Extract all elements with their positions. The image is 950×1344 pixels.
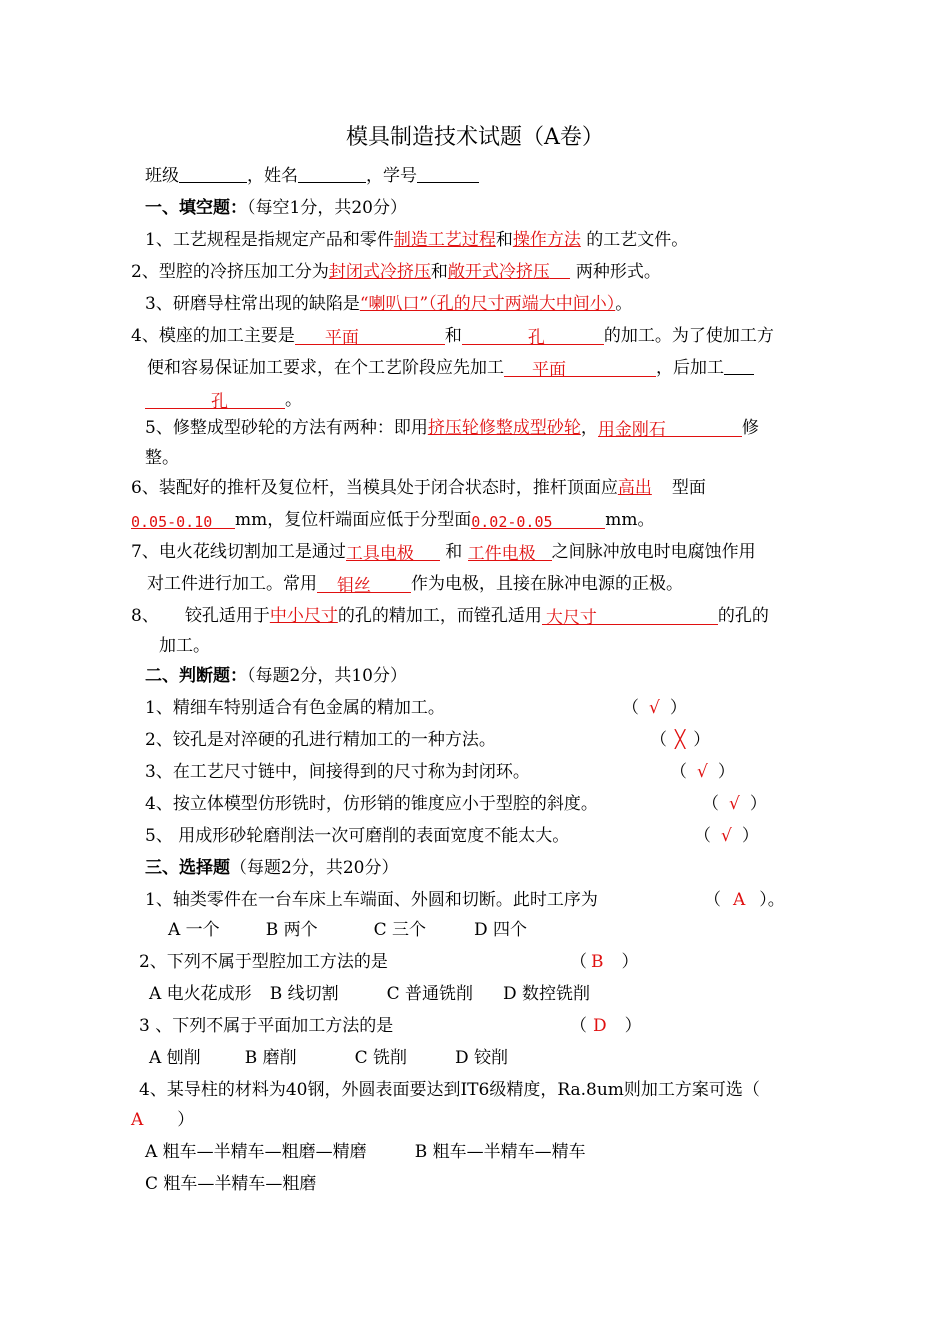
answer: 中小尺寸 bbox=[269, 606, 338, 626]
class-blank bbox=[179, 166, 247, 183]
choice-options-4: A 粗车—半精车—粗磨—精磨 B 粗车—半精车—精车 bbox=[145, 1142, 586, 1162]
judge-answer-5: （ √ ） bbox=[694, 826, 759, 846]
answer: 高出 bbox=[617, 478, 652, 498]
judge-question-1: 1、精细车特别适合有色金属的精加工。 bbox=[145, 698, 445, 718]
answer: 钼丝 bbox=[337, 576, 371, 596]
choice-answer-3: （ D ） bbox=[570, 1016, 642, 1036]
section-2-heading: 二、判断题：（每题2分，共10分） bbox=[145, 666, 407, 686]
fill-question-7: 7、电火花线切割加工是通过工具电极 和 工件电极 之间脉冲放电时电腐蚀作用 bbox=[131, 542, 756, 564]
choice-answer-4: A ） bbox=[131, 1110, 195, 1130]
answer: 孔 bbox=[211, 392, 228, 412]
judge-answer-4: （ √ ） bbox=[702, 794, 767, 814]
fill-question-1: 1、工艺规程是指规定产品和零件制造工艺过程和操作方法 的工艺文件。 bbox=[145, 230, 689, 250]
choice-options-2: A 电火花成形 B 线切割 C 普通铣削 D 数控铣削 bbox=[149, 984, 591, 1004]
choice-answer-1: （ A ）。 bbox=[704, 890, 785, 910]
page-title: 模具制造技术试题（A卷） bbox=[346, 125, 604, 150]
fill-question-7-line-2: 对工件进行加工。常用 钼丝 作为电极，且接在脉冲电源的正极。 bbox=[147, 574, 683, 596]
fill-question-2: 2、型腔的冷挤压加工分为封闭式冷挤压和敞开式冷挤压 两种形式。 bbox=[131, 262, 661, 282]
judge-answer-2: （ ╳ ） bbox=[650, 730, 711, 750]
answer: 用金刚石 bbox=[597, 420, 666, 440]
class-label: 班级 bbox=[145, 166, 179, 186]
fill-question-4-line-3: 孔 。 bbox=[145, 390, 302, 410]
choice-options-3: A 刨削 B 磨削 C 铣削 D 铰削 bbox=[149, 1048, 509, 1068]
answer: 0.02-0.05 bbox=[471, 513, 553, 531]
section-3-heading: 三、选择题（每题2分，共20分） bbox=[145, 858, 399, 878]
fill-question-4-line-2: 便和容易保证加工要求，在个工艺阶段应先加工 平面 ，后加工 bbox=[147, 358, 754, 378]
answer: 工具电极 bbox=[345, 544, 414, 564]
choice-question-3: 3 、下列不属于平面加工方法的是 bbox=[139, 1016, 394, 1036]
answer: 平面 bbox=[324, 328, 359, 348]
answer: 挤压轮修整成型砂轮 bbox=[427, 418, 581, 438]
choice-question-1: 1、轴类零件在一台车床上车端面、外圆和切断。此时工序为 bbox=[145, 890, 598, 910]
answer: 敞开式冷挤压 bbox=[447, 262, 550, 282]
choice-answer-2: （ B ） bbox=[570, 952, 639, 972]
judge-question-4: 4、按立体模型仿形铣时，仿形销的锥度应小于型腔的斜度。 bbox=[145, 794, 598, 814]
judge-question-5: 5、 用成形砂轮磨削法一次可磨削的表面宽度不能太大。 bbox=[145, 826, 570, 846]
fill-question-6-line-2: 0.05-0.10 mm，复位杆端面应低于分型面0.02-0.05 mm。 bbox=[131, 510, 655, 531]
judge-question-3: 3、在工艺尺寸链中，间接得到的尺寸称为封闭环。 bbox=[145, 762, 530, 782]
fill-question-8: 8、 铰孔适用于中小尺寸的孔的精加工，而镗孔适用 大尺寸 的孔的 bbox=[131, 606, 769, 628]
name-label: ，姓名 bbox=[247, 166, 298, 186]
fill-question-5-line-2: 整。 bbox=[145, 448, 179, 468]
judge-question-2: 2、铰孔是对淬硬的孔进行精加工的一种方法。 bbox=[145, 730, 496, 750]
name-blank bbox=[298, 166, 366, 183]
judge-answer-3: （ √ ） bbox=[670, 762, 735, 782]
answer: 孔 bbox=[527, 328, 545, 348]
answer: 封闭式冷挤压 bbox=[328, 262, 431, 282]
answer: 工件电极 bbox=[467, 544, 536, 564]
fill-question-4: 4、模座的加工主要是 平面 和 孔 的加工。为了使加工方 bbox=[131, 326, 774, 348]
answer: 0.05-0.10 bbox=[131, 513, 213, 531]
id-label: ，学号 bbox=[366, 166, 417, 186]
fill-question-6: 6、装配好的推杆及复位杆，当模具处于闭合状态时，推杆顶面应高出 型面 bbox=[131, 478, 706, 498]
fill-question-3: 3、研磨导柱常出现的缺陷是“喇叭口”（孔的尺寸两端大中间小）。 bbox=[145, 294, 633, 314]
judge-answer-1: （ √ ） bbox=[622, 698, 687, 718]
answer: 制造工艺过程 bbox=[393, 230, 496, 250]
choice-options-1: A 一个 B 两个 C 三个 D 四个 bbox=[168, 920, 528, 940]
fill-question-8-line-2: 加工。 bbox=[159, 636, 210, 656]
choice-question-2: 2、下列不属于型腔加工方法的是 bbox=[139, 952, 388, 972]
section-1-heading: 一、填空题：（每空1分，共20分） bbox=[145, 198, 407, 218]
choice-question-4: 4、某导柱的材料为40钢，外圆表面要达到IT6级精度，Ra.8um则加工方案可选（ bbox=[139, 1080, 760, 1100]
answer: “喇叭口”（孔的尺寸两端大中间小） bbox=[359, 294, 616, 314]
answer: 平面 bbox=[532, 360, 566, 380]
id-blank bbox=[417, 166, 479, 183]
answer: 操作方法 bbox=[512, 230, 581, 250]
choice-options-4-line-2: C 粗车—半精车—粗磨 bbox=[145, 1174, 317, 1194]
answer: 大尺寸 bbox=[545, 608, 597, 628]
student-info-line bbox=[145, 166, 479, 186]
fill-question-5: 5、修整成型砂轮的方法有两种：即用挤压轮修整成型砂轮，用金刚石 修 bbox=[145, 418, 759, 440]
